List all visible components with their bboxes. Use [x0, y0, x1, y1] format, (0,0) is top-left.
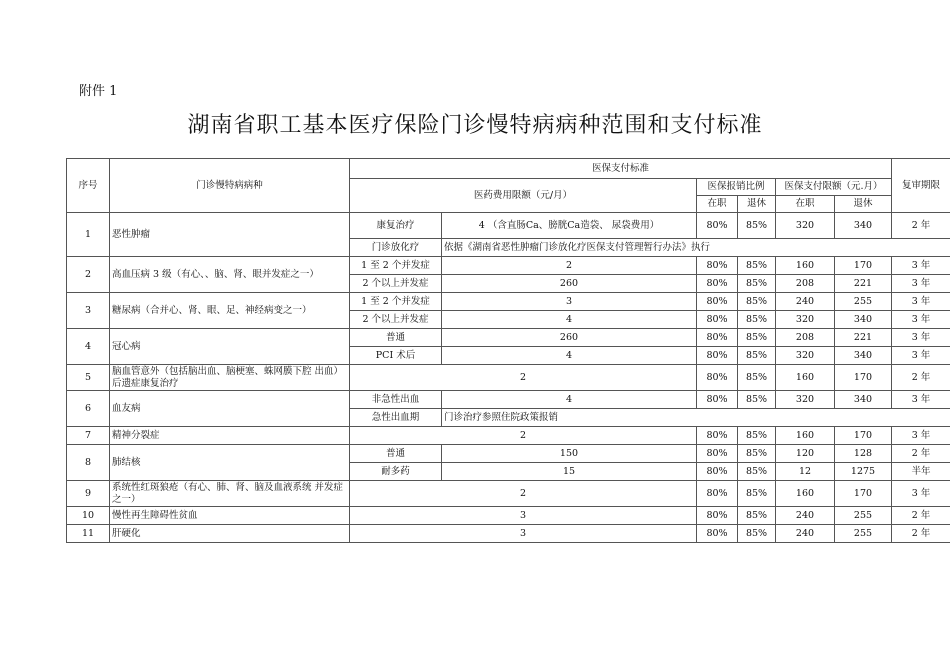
row-disease: 糖尿病（合并心、肾、眼、足、神经病变之一）	[110, 293, 350, 329]
header-row	[67, 159, 950, 179]
retired-ratio: 85%	[738, 329, 776, 347]
employed-limit: 240	[776, 507, 835, 525]
employed-ratio: 80%	[697, 481, 738, 507]
retired-ratio: 85%	[738, 257, 776, 275]
table-row	[67, 293, 950, 311]
row-seq: 2	[67, 257, 110, 293]
review-period: 半年	[892, 463, 950, 481]
employed-limit: 320	[776, 213, 835, 239]
row-disease: 高血压病 3 级（有心、、脑、肾、眼并发症之一）	[110, 257, 350, 293]
review-period: 3 年	[892, 427, 950, 445]
row-seq: 9	[67, 481, 110, 507]
row-seq: 10	[67, 507, 110, 525]
table-row	[67, 481, 950, 507]
row-seq: 7	[67, 427, 110, 445]
retired-limit: 255	[835, 525, 892, 543]
retired-ratio: 85%	[738, 463, 776, 481]
employed-limit: 160	[776, 365, 835, 391]
row-note: 门诊治疗参照住院政策报销	[442, 409, 950, 427]
retired-ratio: 85%	[738, 391, 776, 409]
header-disease: 门诊慢特病病种	[110, 159, 350, 213]
retired-ratio: 85%	[738, 347, 776, 365]
cost-limit: 2	[350, 427, 697, 445]
employed-limit: 12	[776, 463, 835, 481]
review-period: 3 年	[892, 329, 950, 347]
retired-limit: 340	[835, 213, 892, 239]
header-reimburse-ratio: 医保报销比例	[697, 179, 776, 196]
retired-limit: 170	[835, 365, 892, 391]
sub-type: 普通	[350, 329, 442, 347]
employed-ratio: 80%	[697, 365, 738, 391]
cost-limit: 4	[442, 391, 697, 409]
payment-standard-table	[66, 158, 950, 543]
row-seq: 8	[67, 445, 110, 481]
row-seq: 3	[67, 293, 110, 329]
cost-limit: 2	[442, 257, 697, 275]
employed-limit: 320	[776, 347, 835, 365]
review-period: 3 年	[892, 481, 950, 507]
header-review-period: 复审期限	[892, 159, 950, 213]
row-disease: 血友病	[110, 391, 350, 427]
sub-type: 1 至 2 个并发症	[350, 293, 442, 311]
sub-type: 急性出血期	[350, 409, 442, 427]
employed-ratio: 80%	[697, 257, 738, 275]
table-row	[67, 507, 950, 525]
row-disease: 肝硬化	[110, 525, 350, 543]
retired-limit: 340	[835, 391, 892, 409]
retired-ratio: 85%	[738, 293, 776, 311]
review-period: 2 年	[892, 445, 950, 463]
cost-limit: 3	[442, 293, 697, 311]
cost-limit: 150	[442, 445, 697, 463]
employed-limit: 320	[776, 391, 835, 409]
header-payment-limit: 医保支付限额（元.月）	[776, 179, 892, 196]
employed-ratio: 80%	[697, 293, 738, 311]
retired-ratio: 85%	[738, 365, 776, 391]
retired-limit: 340	[835, 347, 892, 365]
sub-type: 普通	[350, 445, 442, 463]
sub-type: 1 至 2 个并发症	[350, 257, 442, 275]
retired-ratio: 85%	[738, 275, 776, 293]
employed-ratio: 80%	[697, 427, 738, 445]
employed-ratio: 80%	[697, 525, 738, 543]
review-period: 2 年	[892, 213, 950, 239]
review-period: 2 年	[892, 507, 950, 525]
header-retired: 退休	[738, 196, 776, 213]
employed-limit: 320	[776, 311, 835, 329]
row-seq: 5	[67, 365, 110, 391]
header-employed-limit: 在职	[776, 196, 835, 213]
row-seq: 4	[67, 329, 110, 365]
employed-limit: 240	[776, 293, 835, 311]
document-title: 湖南省职工基本医疗保险门诊慢特病病种范围和支付标准	[187, 113, 763, 138]
sub-type: 2 个以上并发症	[350, 275, 442, 293]
row-disease: 冠心病	[110, 329, 350, 365]
table-row	[67, 445, 950, 463]
row-disease: 肺结核	[110, 445, 350, 481]
table-row	[67, 213, 950, 239]
row-seq: 11	[67, 525, 110, 543]
cost-limit: 4 （含直肠Ca、膀胱Ca造袋、 尿袋费用）	[442, 213, 697, 239]
table-row	[67, 329, 950, 347]
attachment-label: 附件 1	[79, 84, 118, 99]
retired-limit: 340	[835, 311, 892, 329]
cost-limit: 3	[350, 507, 697, 525]
employed-limit: 208	[776, 329, 835, 347]
row-seq: 1	[67, 213, 110, 257]
employed-limit: 120	[776, 445, 835, 463]
retired-ratio: 85%	[738, 525, 776, 543]
row-disease: 慢性再生障碍性贫血	[110, 507, 350, 525]
row-note: 依据《湖南省恶性肿瘤门诊放化疗医保支付管理暂行办法》执行	[442, 239, 950, 257]
sub-type: 非急性出血	[350, 391, 442, 409]
employed-ratio: 80%	[697, 347, 738, 365]
employed-ratio: 80%	[697, 463, 738, 481]
retired-limit: 221	[835, 275, 892, 293]
retired-ratio: 85%	[738, 213, 776, 239]
retired-limit: 1275	[835, 463, 892, 481]
row-seq: 6	[67, 391, 110, 427]
retired-limit: 255	[835, 293, 892, 311]
sub-type: 门诊放化疗	[350, 239, 442, 257]
employed-ratio: 80%	[697, 445, 738, 463]
retired-ratio: 85%	[738, 311, 776, 329]
header-seq: 序号	[67, 159, 110, 213]
retired-limit: 221	[835, 329, 892, 347]
row-disease: 系统性红斑狼疮（有心、肺、肾、脑及血液系统 并发症之一）	[110, 481, 350, 507]
header-retired-limit: 退休	[835, 196, 892, 213]
retired-ratio: 85%	[738, 481, 776, 507]
employed-limit: 160	[776, 257, 835, 275]
cost-limit: 4	[442, 347, 697, 365]
employed-ratio: 80%	[697, 329, 738, 347]
row-disease: 精神分裂症	[110, 427, 350, 445]
retired-limit: 170	[835, 257, 892, 275]
retired-ratio: 85%	[738, 445, 776, 463]
header-payment-standard: 医保支付标准	[350, 159, 892, 179]
employed-limit: 208	[776, 275, 835, 293]
retired-ratio: 85%	[738, 427, 776, 445]
review-period: 3 年	[892, 391, 950, 409]
review-period: 3 年	[892, 293, 950, 311]
employed-ratio: 80%	[697, 275, 738, 293]
table-row	[67, 365, 950, 391]
employed-ratio: 80%	[697, 391, 738, 409]
row-disease: 恶性肿瘤	[110, 213, 350, 257]
header-employed: 在职	[697, 196, 738, 213]
cost-limit: 260	[442, 275, 697, 293]
row-disease: 脑血管意外（包括脑出血、脑梗塞、蛛网膜下腔 出血）后遗症康复治疗	[110, 365, 350, 391]
cost-limit: 15	[442, 463, 697, 481]
cost-limit: 3	[350, 525, 697, 543]
sub-type: PCI 术后	[350, 347, 442, 365]
retired-limit: 170	[835, 427, 892, 445]
employed-ratio: 80%	[697, 213, 738, 239]
sub-type: 康复治疗	[350, 213, 442, 239]
employed-ratio: 80%	[697, 311, 738, 329]
table-row	[67, 257, 950, 275]
retired-ratio: 85%	[738, 507, 776, 525]
retired-limit: 128	[835, 445, 892, 463]
sub-type: 耐多药	[350, 463, 442, 481]
cost-limit: 2	[350, 365, 697, 391]
employed-limit: 160	[776, 427, 835, 445]
header-cost-limit: 医药费用限额（元/月）	[350, 179, 697, 213]
employed-limit: 240	[776, 525, 835, 543]
table-row	[67, 427, 950, 445]
review-period: 2 年	[892, 525, 950, 543]
sub-type: 2 个以上并发症	[350, 311, 442, 329]
table-row	[67, 391, 950, 409]
cost-limit: 4	[442, 311, 697, 329]
review-period: 2 年	[892, 365, 950, 391]
review-period: 3 年	[892, 347, 950, 365]
retired-limit: 170	[835, 481, 892, 507]
review-period: 3 年	[892, 275, 950, 293]
cost-limit: 2	[350, 481, 697, 507]
employed-ratio: 80%	[697, 507, 738, 525]
table-row	[67, 525, 950, 543]
employed-limit: 160	[776, 481, 835, 507]
review-period: 3 年	[892, 311, 950, 329]
cost-limit: 260	[442, 329, 697, 347]
review-period: 3 年	[892, 257, 950, 275]
retired-limit: 255	[835, 507, 892, 525]
